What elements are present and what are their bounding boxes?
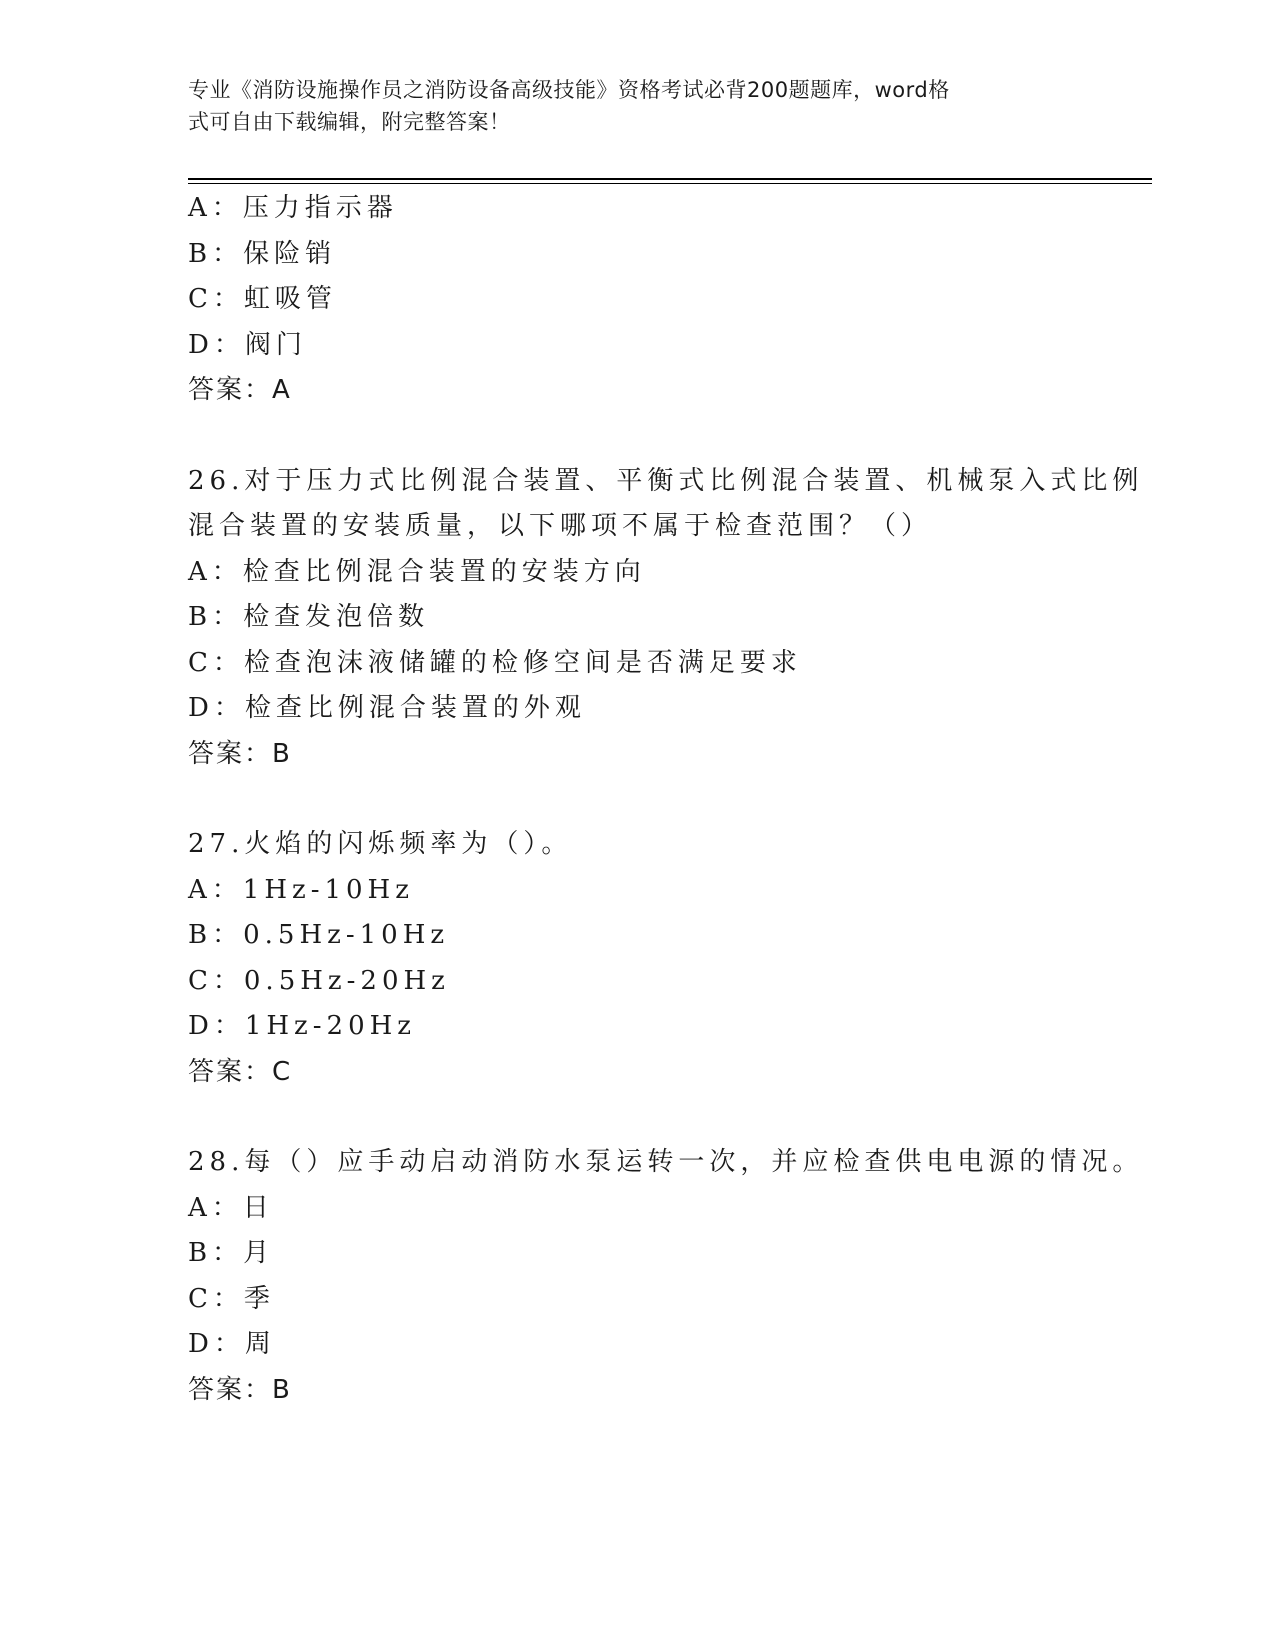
question-26-answer: 答案：B <box>188 738 292 769</box>
option-b: B：保险销 <box>188 238 337 269</box>
question-27-option-a: A：1Hz-10Hz <box>188 874 414 905</box>
option-a: A：压力指示器 <box>188 193 398 223</box>
question-28-option-c: C：季 <box>188 1283 275 1314</box>
question-28-option-d: D：周 <box>188 1329 276 1359</box>
question-27-option-d: D：1Hz-20Hz <box>188 1011 417 1041</box>
option-c: C：虹吸管 <box>188 284 337 314</box>
document-header <box>188 74 1068 138</box>
question-26-option-a: A：检查比例混合装置的安装方向 <box>188 556 646 587</box>
question-26-option-b: B：检查发泡倍数 <box>188 602 430 632</box>
question-list <box>188 186 1144 1413</box>
question-27-option-b: B：0.5Hz-10Hz <box>188 920 450 950</box>
question-26-text-cont: 混合装置的安装质量，以下哪项不属于检查范围？（） <box>188 511 933 541</box>
answer: 答案：A <box>188 375 292 405</box>
question-28-text: 28.每（）应手动启动消防水泵运转一次，并应检查供电电源的情况。 <box>188 1147 1144 1177</box>
question-28-option-b: B：月 <box>188 1238 275 1268</box>
question-27-option-c: C：0.5Hz-20Hz <box>188 965 450 996</box>
header-rule-thin <box>188 183 1152 184</box>
question-28-option-a: A：日 <box>188 1192 274 1223</box>
question-27-answer: 答案：C <box>188 1056 293 1087</box>
question-27-text: 27.火焰的闪烁频率为（）。 <box>188 829 573 859</box>
spacer <box>188 1095 1088 1140</box>
header-rule-thick <box>188 178 1152 180</box>
question-26-option-c: C：检查泡沫液储罐的检修空间是否满足要求 <box>188 647 802 678</box>
question-26-text: 26.对于压力式比例混合装置、平衡式比例混合装置、机械泵入式比例 <box>188 465 1144 496</box>
question-28-answer: 答案：B <box>188 1374 292 1405</box>
header-line-1: 专业《消防设施操作员之消防设备高级技能》资格考试必背200题题库，word格 <box>188 78 950 102</box>
question-26-option-d: D：检查比例混合装置的外观 <box>188 693 586 723</box>
spacer <box>188 777 1088 822</box>
spacer <box>188 414 1088 459</box>
header-line-2: 式可自由下载编辑，附完整答案！ <box>188 110 511 134</box>
option-d: D：阀门 <box>188 329 307 360</box>
